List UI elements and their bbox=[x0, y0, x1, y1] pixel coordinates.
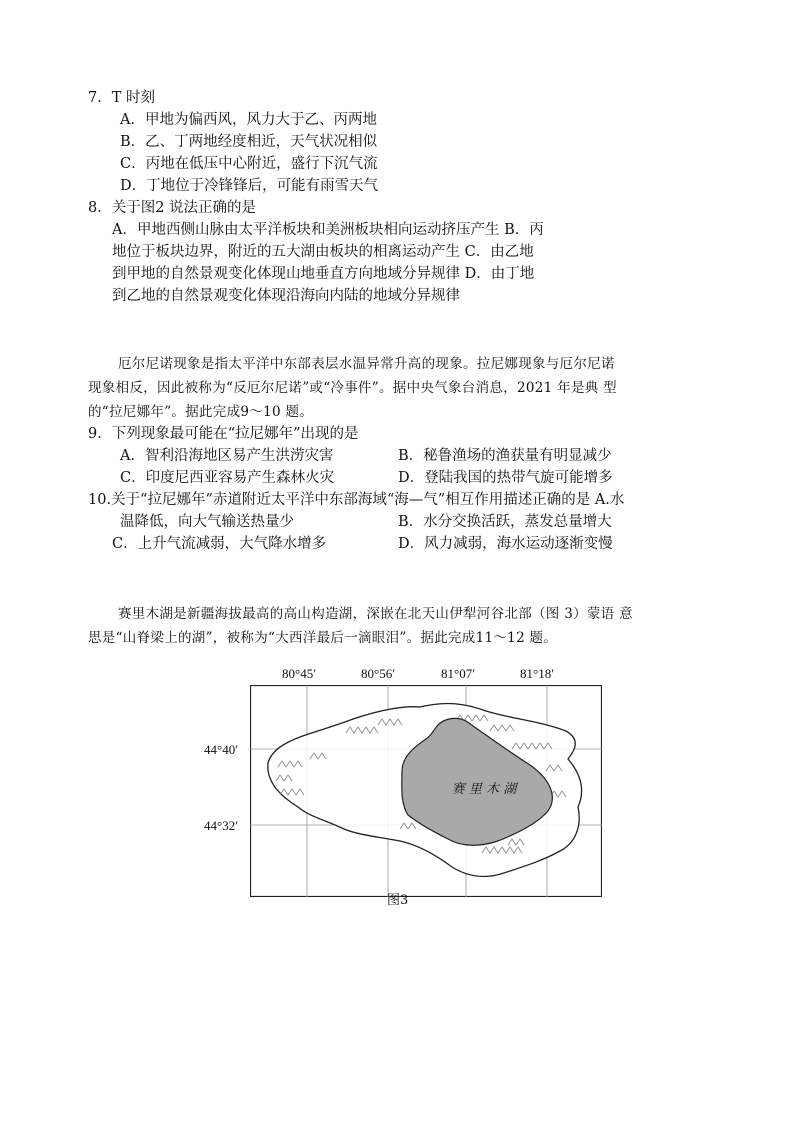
passage2-line-1: 赛里木湖是新疆海拔最高的高山构造湖，深嵌在北天山伊犁河谷北部（图 3）蒙语 意 bbox=[118, 606, 633, 622]
q8-line-4: 到乙地的自然景观变化体现沿海向内陆的地域分异规律 bbox=[112, 288, 460, 304]
lon-label-2: 80°56′ bbox=[361, 666, 396, 681]
q10-option-c: C．上升气流减弱，大气降水增多 bbox=[112, 536, 327, 552]
lake-label: 赛 里 木 湖 bbox=[451, 782, 517, 797]
sayram-lake-map bbox=[250, 685, 602, 897]
q7-option-a: A．甲地为偏西风，风力大于乙、丙两地 bbox=[120, 112, 377, 128]
q10-option-d: D．风力减弱，海水运动逐渐变慢 bbox=[398, 536, 613, 552]
q7-option-c: C．丙地在低压中心附近，盛行下沉气流 bbox=[120, 156, 378, 172]
q8-stem: 8．关于图2 说法正确的是 bbox=[88, 200, 257, 216]
passage1-line-3: 的“拉尼娜年”。据此完成9～10 题。 bbox=[88, 404, 314, 420]
q10-option-a-cont: 温降低，向大气输送热量少 bbox=[120, 514, 294, 530]
lat-label-2: 44°32′ bbox=[204, 818, 239, 833]
q7-option-d: D．丁地位于冷锋锋后，可能有雨雪天气 bbox=[120, 178, 379, 194]
q9-option-c: C．印度尼西亚容易产生森林火灾 bbox=[120, 470, 335, 486]
lat-label-1: 44°40′ bbox=[204, 742, 239, 757]
lon-label-1: 80°45′ bbox=[282, 666, 317, 681]
passage1-line-1: 厄尔尼诺现象是指太平洋中东部表层水温异常升高的现象。拉尼娜现象与厄尔尼诺 bbox=[118, 356, 615, 372]
lon-label-4: 81°18′ bbox=[520, 666, 555, 681]
passage2-line-2: 思是“山脊梁上的湖”，被称为“大西洋最后一滴眼泪”。据此完成11～12 题。 bbox=[88, 630, 558, 646]
passage1-line-2: 现象相反，因此被称为“反厄尔尼诺”或“冷事件”。据中央气象台消息，2021 年是典 型 bbox=[88, 380, 617, 396]
q7-stem: 7．T 时刻 bbox=[88, 90, 156, 106]
q10-option-b: B．水分交换活跃，蒸发总量增大 bbox=[398, 514, 612, 530]
figure-caption: 图3 bbox=[387, 893, 409, 908]
q9-option-d: D．登陆我国的热带气旋可能增多 bbox=[398, 470, 613, 486]
q9-option-b: B．秘鲁渔场的渔获量有明显减少 bbox=[398, 448, 612, 464]
q8-line-1: A．甲地西侧山脉由太平洋板块和美洲板块相向运动挤压产生 B．丙 bbox=[112, 222, 544, 238]
q8-line-2: 地位于板块边界，附近的五大湖由板块的相离运动产生 C．由乙地 bbox=[112, 244, 534, 260]
lon-label-3: 81°07′ bbox=[441, 666, 476, 681]
q9-option-a: A．智利沿海地区易产生洪涝灾害 bbox=[120, 448, 334, 464]
q8-line-3: 到甲地的自然景观变化体现山地垂直方向地域分异规律 D．由丁地 bbox=[112, 266, 535, 282]
q9-stem: 9．下列现象最可能在“拉尼娜年”出现的是 bbox=[88, 426, 359, 442]
q7-option-b: B．乙、丁两地经度相近，天气状况相似 bbox=[120, 134, 378, 150]
q10-stem: 10.关于“拉尼娜年”赤道附近太平洋中东部海域“海—气”相互作用描述正确的是 A.水 bbox=[88, 492, 625, 508]
